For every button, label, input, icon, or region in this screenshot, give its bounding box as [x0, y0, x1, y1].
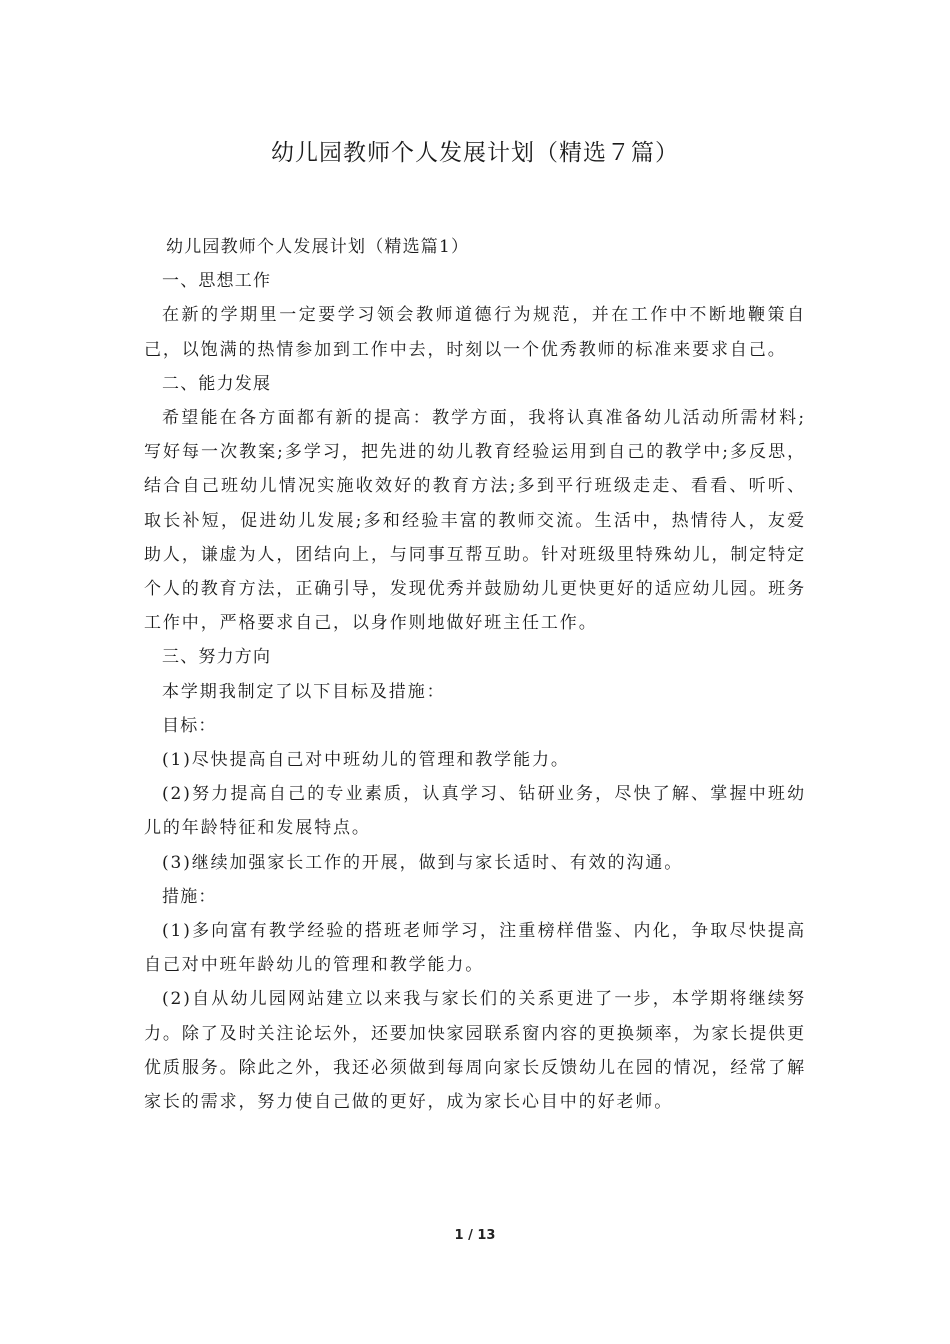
heading-ideology: 一、思想工作: [162, 271, 272, 292]
list-item: (2)自从幼儿园网站建立以来我与家长们的关系更进了一步，本学期将继续努力。除了及时关注论坛外，还要加快家园联系窗内容的更换频率，为家长提供更优质服务。除此之外，我还必须做到每周向家长反馈幼儿在园的情况，经常了解家长的需求，努力使自己做的更好，成为家长心目中的好老师。: [144, 989, 806, 1113]
heading-direction: 三、努力方向: [162, 647, 272, 668]
heading-ability: 二、能力发展: [162, 373, 272, 394]
list-item: (1)尽快提高自己对中班幼儿的管理和教学能力。: [162, 750, 570, 771]
page-number: 1 / 13: [454, 1228, 496, 1243]
paragraph: 本学期我制定了以下目标及措施：: [162, 681, 446, 702]
list-item: (1)多向富有教学经验的搭班老师学习，注重榜样借鉴、内化，争取尽快提高自己对中班年龄幼儿的管理和教学能力。: [144, 921, 806, 976]
section-subtitle: 幼儿园教师个人发展计划（精选篇1）: [166, 237, 470, 257]
list-item: (3)继续加强家长工作的开展，做到与家长适时、有效的沟通。: [162, 852, 684, 873]
paragraph: 在新的学期里一定要学习领会教师道德行为规范，并在工作中不断地鞭策自己，以饱满的热情参加到工作中去，时刻以一个优秀教师的标准来要求自己。: [144, 305, 806, 360]
paragraph: 希望能在各方面都有新的提高：教学方面，我将认真准备幼儿活动所需材料;写好每一次教案;多学习，把先进的幼儿教育经验运用到自己的教学中;多反思，结合自己班幼儿情况实施收效好的教育方法;多到平行班级走走、看看、听听、取长补短，促进幼儿发展;多和经验丰富的教师交流。生活中，热情待人，友爱助人，谦虚为人，团结向上，与同事互帮互助。针对班级里特殊幼儿，制定特定个人的教育方法，正确引导，发现优秀并鼓励幼儿更快更好的适应幼儿园。班务工作中，严格要求自己，以身作则地做好班主任工作。: [144, 408, 806, 634]
heading-measures: 措施：: [162, 886, 217, 907]
heading-goals: 目标：: [162, 715, 217, 736]
list-item: (2)努力提高自己的专业素质，认真学习、钻研业务，尽快了解、掌握中班幼儿的年龄特征和发展特点。: [144, 784, 806, 839]
document-body: [144, 230, 806, 1119]
document-title: 幼儿园教师个人发展计划（精选７篇）: [271, 140, 679, 166]
